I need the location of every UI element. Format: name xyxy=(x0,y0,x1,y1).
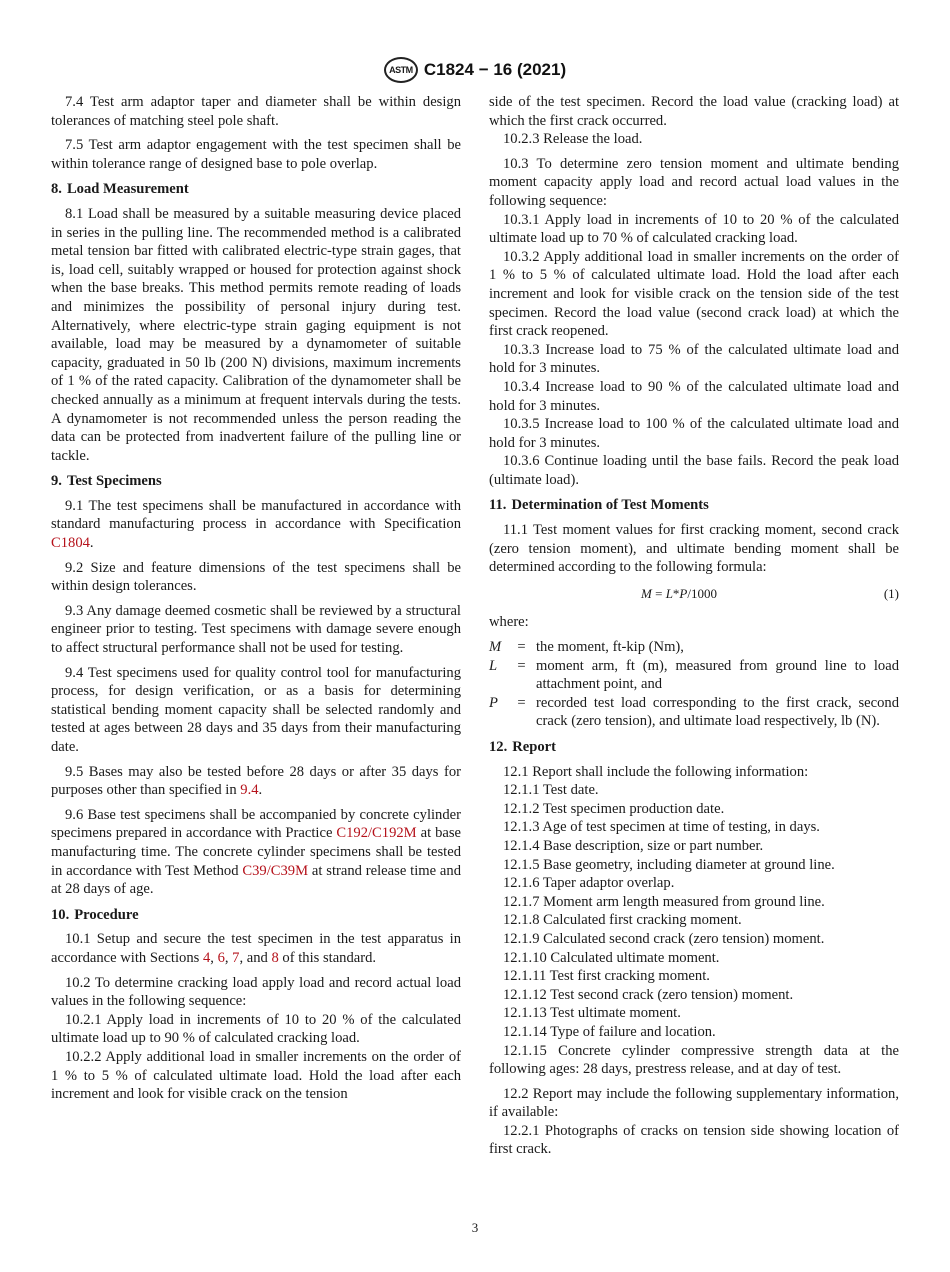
list-item: 12.1.7 Moment arm length measured from ground line. xyxy=(503,893,825,910)
paragraph-10-2-2: 10.2.2 Apply additional load in smaller increments on the order of 1 % to 5 % of calculated ultimate load. Hold the load after each increment and look for visible crack on the tension xyxy=(51,1048,461,1103)
section-number: 11. xyxy=(489,497,507,514)
section-number: 8. xyxy=(51,181,62,198)
paragraph-12-2: 12.2 Report may include the following supplementary information, if available: xyxy=(489,1085,899,1121)
equation-1 xyxy=(489,585,899,604)
ref-link-section-6[interactable]: 6 xyxy=(217,949,225,966)
list-item: 12.1.5 Base geometry, including diameter at ground line. xyxy=(503,856,835,873)
paragraph-10-3-4: 10.3.4 Increase load to 90 % of the calculated ultimate load and hold for 3 minutes. xyxy=(489,378,899,414)
list-item: 12.1.11 Test first cracking moment. xyxy=(503,968,710,985)
list-item: 12.1.13 Test ultimate moment. xyxy=(503,1005,681,1022)
paragraph-10-2-3: 10.2.3 Release the load. xyxy=(503,131,643,148)
section-10-heading xyxy=(51,906,461,925)
section-title: Procedure xyxy=(74,906,139,923)
paragraph-10-2-2-continued: side of the test specimen. Record the load value (cracking load) at which the first crack occurred. xyxy=(489,94,899,129)
list-item: 12.1.9 Calculated second crack (zero tension) moment. xyxy=(503,930,825,947)
list-item: 12.1.14 Type of failure and location. xyxy=(503,1023,716,1040)
list-item: 12.1.1 Test date. xyxy=(503,782,599,799)
list-item: 12.1.6 Taper adaptor overlap. xyxy=(503,875,675,892)
list-item: 12.1.3 Age of test specimen at time of testing, in days. xyxy=(503,819,820,836)
paragraph-10-2: 10.2 To determine cracking load apply load and record actual load values in the following sequence: xyxy=(51,974,461,1010)
section-title: Report xyxy=(512,739,557,755)
list-item: 12.1.10 Calculated ultimate moment. xyxy=(503,949,720,966)
paragraph-9-4: 9.4 Test specimens used for quality control tool for manufacturing process, for design verification, or as a basis for determining statistical bending moment capacity shall be selected randomly and tested at ages between 28 days and 35 days from their manufacturing date. xyxy=(51,664,461,755)
paragraph-9-1: 9.1 The test specimens shall be manufactured in accordance with standard manufacturing process in accordance with Specification C1804. xyxy=(51,497,461,552)
paragraph-9-2: 9.2 Size and feature dimensions of the test specimens shall be within design tolerances. xyxy=(51,559,461,595)
ref-link-c192[interactable]: C192/C192M xyxy=(336,825,417,842)
paragraph-10-3: 10.3 To determine zero tension moment and ultimate bending moment capacity apply load and record actual load values in the following sequence: xyxy=(489,155,899,209)
paragraph-7-5: 7.5 Test arm adaptor engagement with the test specimen shall be within tolerance range of designed base to pole overlap. xyxy=(51,137,461,172)
formula: M = L*P/1000 xyxy=(641,585,717,601)
paragraph-10-1: 10.1 Setup and secure the test specimen in the test apparatus in accordance with Sections 4, 6, 7, and 8 of this standard. xyxy=(51,931,461,966)
paragraph-11-1: 11.1 Test moment values for first cracking moment, second crack (zero tension moment), and ultimate bending moment shall be determined according to the following formula: xyxy=(489,522,899,576)
section-title: Test Specimens xyxy=(66,473,162,490)
ref-link-section-8[interactable]: 8 xyxy=(271,949,279,966)
section-9-heading xyxy=(51,472,461,491)
variable-definition: M = the moment, ft-kip (Nm), xyxy=(489,639,684,656)
paragraph-7-4: 7.4 Test arm adaptor taper and diameter shall be within design tolerances of matching steel pole shaft. xyxy=(51,94,461,129)
list-item: 12.1.12 Test second crack (zero tension) moment. xyxy=(503,986,794,1003)
standard-designation: C1824 − 16 (2021) xyxy=(423,60,567,79)
list-item: 12.1.4 Base description, size or part number. xyxy=(503,837,764,854)
paragraph-10-3-1: 10.3.1 Apply load in increments of 10 to 20 % of the calculated ultimate load up to 70 % of calculated cracking load. xyxy=(489,211,899,247)
paragraph-12-1: 12.1 Report shall include the following information: xyxy=(503,763,809,780)
astm-logo-icon: ASTM xyxy=(384,57,418,83)
ref-link-c39[interactable]: C39/C39M xyxy=(242,862,309,879)
paragraph-10-2-1: 10.2.1 Apply load in increments of 10 to 20 % of the calculated ultimate load up to 90 % of calculated cracking load. xyxy=(51,1011,461,1047)
section-12-heading xyxy=(489,738,899,757)
paragraph-9-6: 9.6 Base test specimens shall be accompanied by concrete cylinder specimens prepared in accordance with Practice C192/C192M at base manufacturing time. The concrete cylinder specimens shall be tested in accordance with Test Method C39/C39M at strand release time and at 28 days of age. xyxy=(51,806,461,898)
paragraph-9-3: 9.3 Any damage deemed cosmetic shall be reviewed by a structural engineer prior to testing. Test specimens with damage severe enough to affect structural performance shall not be used for testing. xyxy=(51,602,461,657)
list-item: 12.1.8 Calculated first cracking moment. xyxy=(503,912,742,929)
ref-link-c1804[interactable]: C1804 xyxy=(51,535,90,552)
list-item: 12.1.2 Test specimen production date. xyxy=(503,800,725,817)
right-column xyxy=(489,93,899,1159)
paragraph-12-2-1: 12.2.1 Photographs of cracks on tension side showing location of first crack. xyxy=(489,1122,899,1158)
section-11-heading xyxy=(489,496,899,515)
page-header xyxy=(0,57,950,83)
page-number: 3 xyxy=(471,1220,479,1235)
list-item: 12.1.15 Concrete cylinder compressive strength data at the following ages: 28 days, prestress release, and at day of test. xyxy=(489,1042,899,1078)
section-8-heading xyxy=(51,180,461,199)
paragraph-10-3-5: 10.3.5 Increase load to 100 % of the calculated ultimate load and hold for 3 minutes. xyxy=(489,416,899,451)
paragraph-10-3-2: 10.3.2 Apply additional load in smaller increments on the order of 1 % to 5 % of calculated ultimate load. Hold the load after each increment and look for visible crack on the tension side of the test specimen. Record the load value (second crack load) at which the first crack reopened. xyxy=(489,248,899,340)
section-number: 12. xyxy=(489,739,508,755)
paragraph-8-1: 8.1 Load shall be measured by a suitable measuring device placed in series in the pulling line. The recommended method is a calibrated metal tension bar fitted with calibrated electric-type strain gages, that is, load cell, suitably wrapped or housed for protection against shock when the base breaks. This method permits remote reading of loads and minimizes the possibility of personal injury during test. Alternatively, where electric-type strain gaging equipment is not available, load may be measured by a dynamometer of suitable capacity, graduated in 50 lb (200 N) divisions, maximum increments of 1 % of the rated capacity. Calibration of the dynamometer shall be checked annually as a minimum at frequent intervals during the tests. A dynamometer is not recommended unless the person reading the data can be protected from inadvertent failure of the pulling line or tackle. xyxy=(51,205,461,464)
paragraph-10-3-6: 10.3.6 Continue loading until the base fails. Record the peak load (ultimate load). xyxy=(489,453,899,488)
ref-link-9-4[interactable]: 9.4 xyxy=(240,782,259,799)
paragraph-10-3-3: 10.3.3 Increase load to 75 % of the calculated ultimate load and hold for 3 minutes. xyxy=(489,341,899,377)
variable-definition: L = moment arm, ft (m), measured from ground line to load attachment point, and xyxy=(489,657,899,693)
section-number: 10. xyxy=(51,906,70,923)
left-column xyxy=(51,93,461,1104)
ref-link-section-4[interactable]: 4 xyxy=(202,949,211,966)
section-title: Load Measurement xyxy=(66,181,189,198)
section-number: 9. xyxy=(51,473,62,490)
variable-definition: P = recorded test load corresponding to the first crack, second crack (zero tension), and ultimate load respectively, lb (N). xyxy=(489,694,899,730)
ref-link-section-7[interactable]: 7 xyxy=(232,949,240,966)
where-label: where: xyxy=(489,614,529,631)
paragraph-9-5: 9.5 Bases may also be tested before 28 days or after 35 days for purposes other than specified in 9.4. xyxy=(51,763,461,799)
equation-number: (1) xyxy=(883,585,899,601)
section-title: Determination of Test Moments xyxy=(511,497,709,514)
